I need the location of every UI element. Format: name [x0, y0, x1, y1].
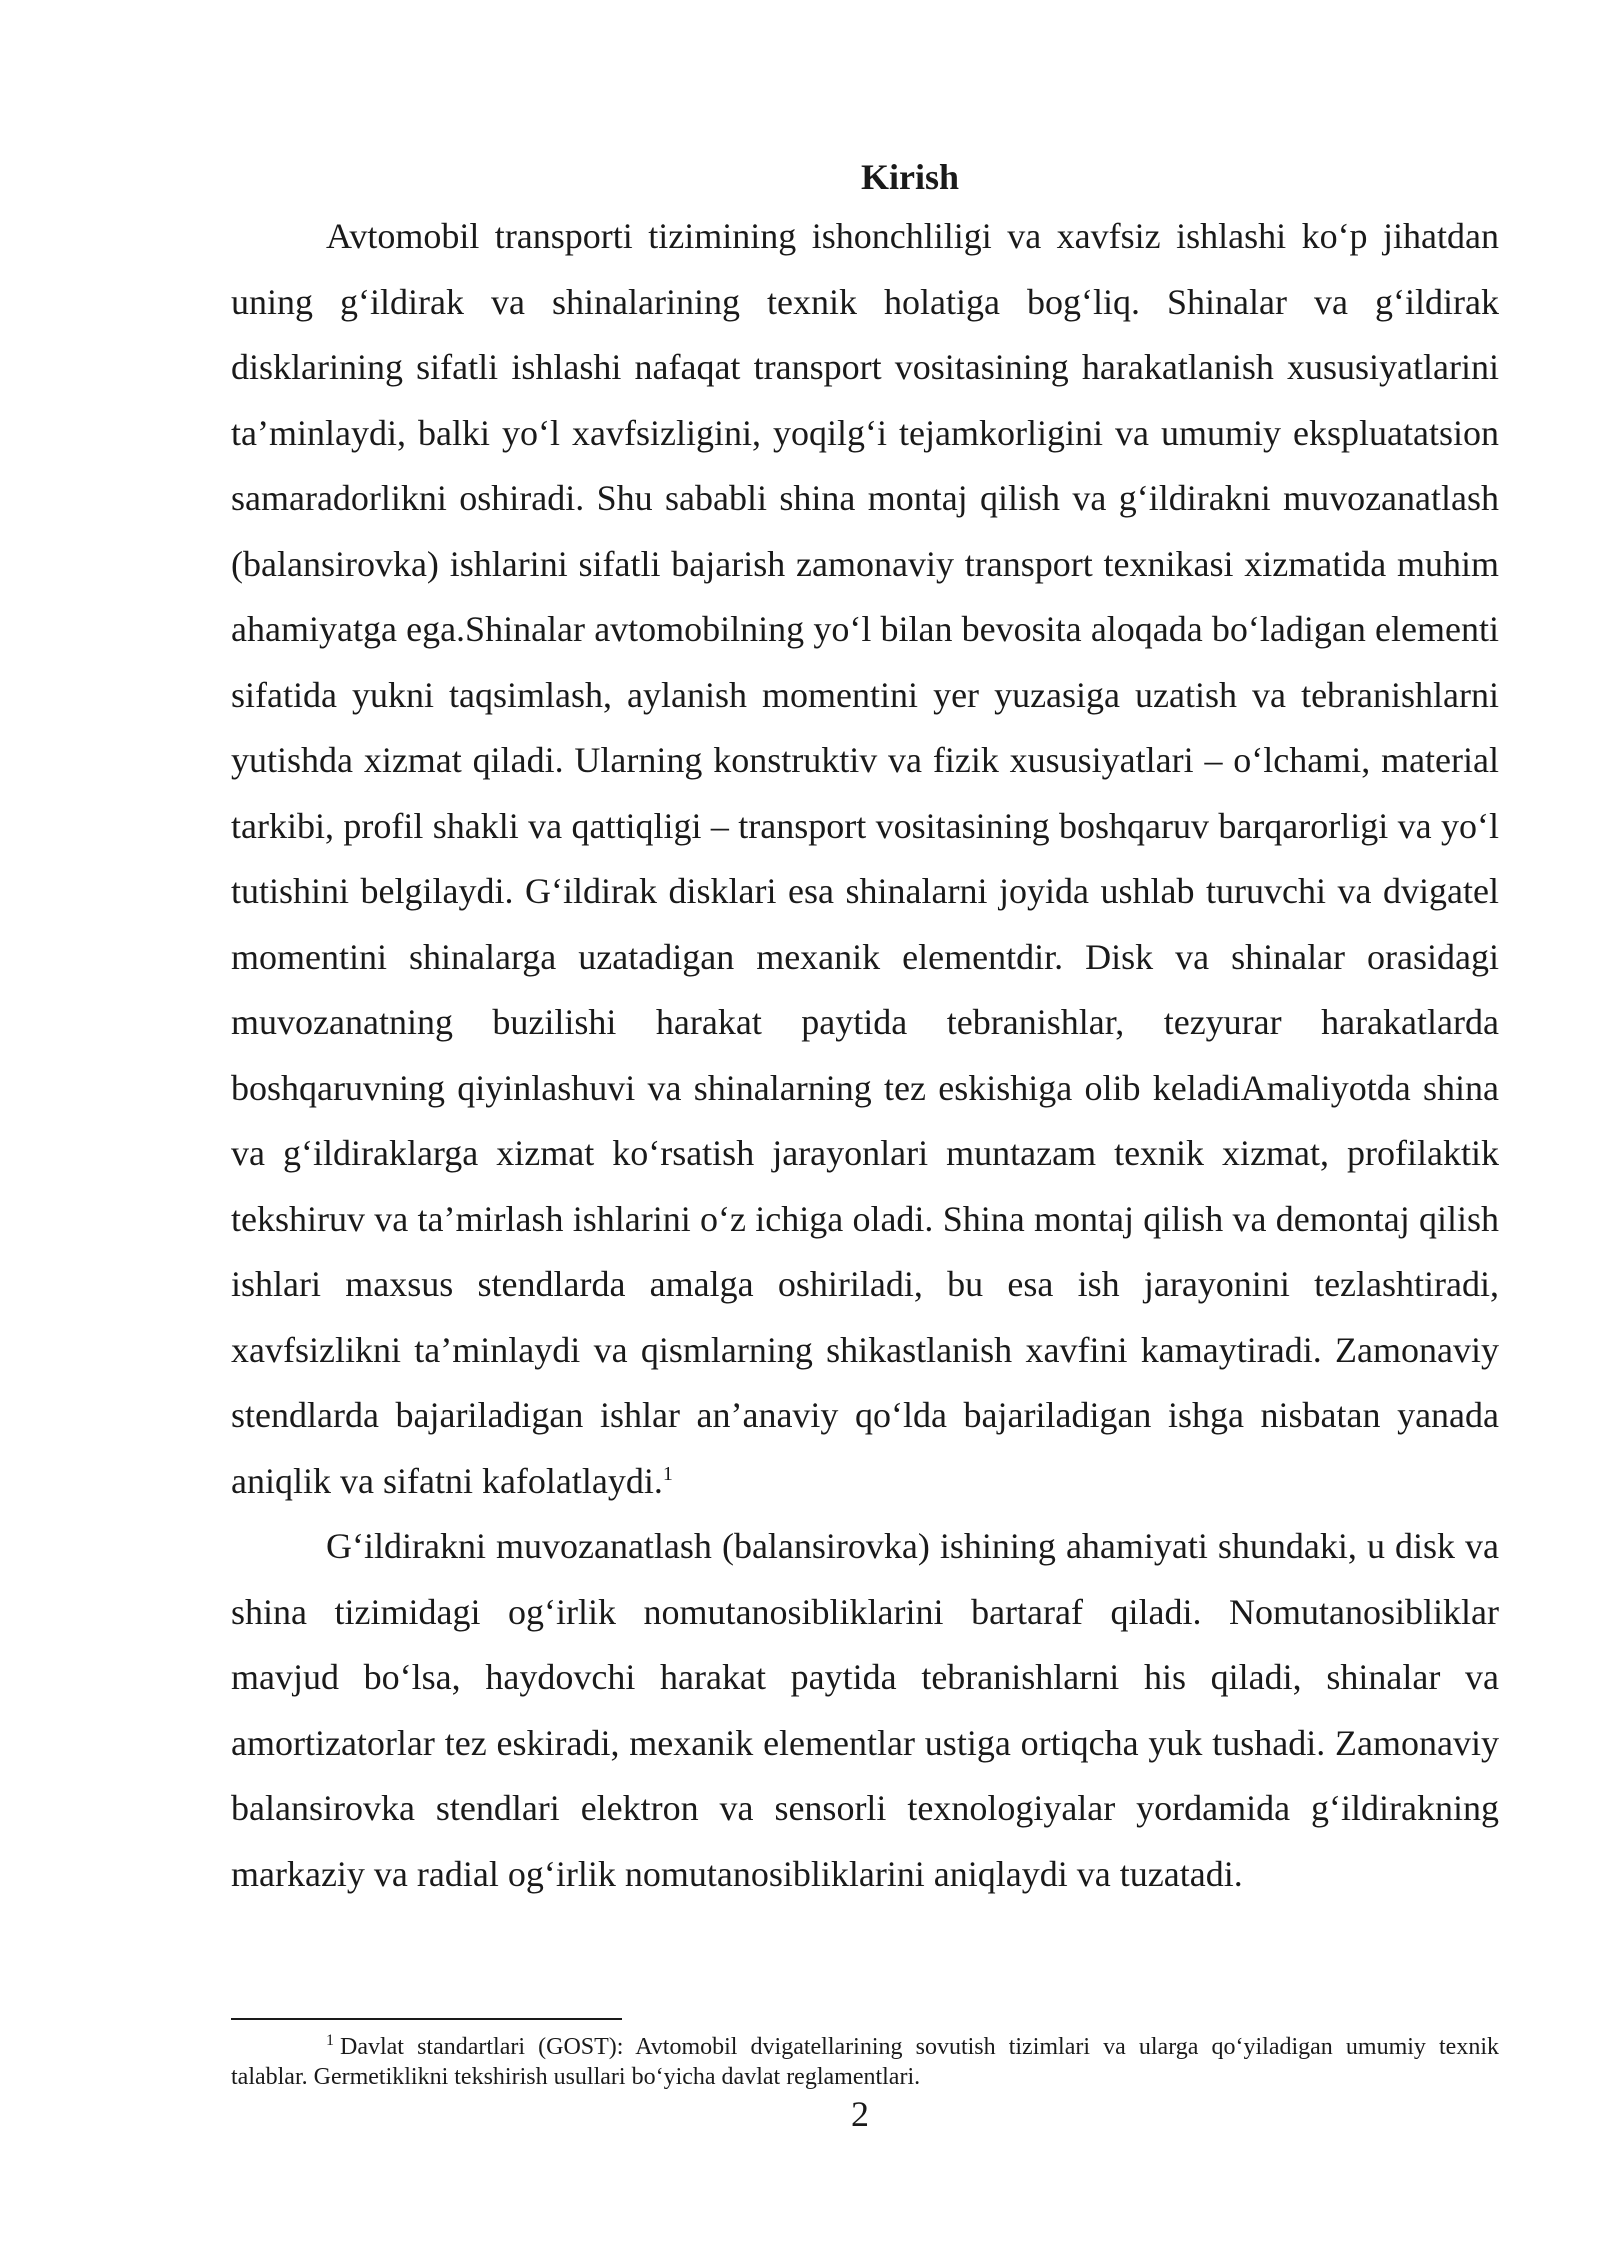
footnote-reference[interactable]: 1	[662, 1462, 673, 1485]
document-title: Kirish	[860, 157, 959, 197]
paragraph-2-text: G‘ildirakni muvozanatlash (balansirovka) ishining ahamiyati shundaki, u disk va shina tizimidagi og‘irlik nomutanosibliklarini bartaraf qiladi. Nomutanosibliklar mavjud bo‘lsa, haydovchi harakat paytida tebranishlarni his qiladi, shinalar va amortizatorlar tez eskiradi, mexanik elementlar ustiga ortiqcha yuk tushadi. Zamonaviy balansirovka stendlari elektron va sensorli texnologiyalar yordamida g‘ildirakning markaziy va radial og‘irlik nomutanosibliklarini aniqlaydi va tuzatadi.	[231, 1526, 1499, 1894]
page-number: 2	[851, 2094, 869, 2134]
footnote-text: Davlat standartlari (GOST): Avtomobil dvigatellarining sovutish tizimlari va ularga qo‘yiladigan umumiy texnik talablar. Germetiklikni tekshirish usullari bo‘yicha davlat reglamentlari.	[231, 2034, 1499, 2090]
paragraph-1	[231, 204, 1499, 1514]
paragraph-2	[231, 1514, 1499, 1907]
footnote	[231, 2032, 1499, 2092]
footnote-mark: 1	[326, 2032, 334, 2049]
footnote-divider	[231, 2018, 622, 2020]
page-body	[231, 150, 1499, 1907]
paragraph-1-text: Avtomobil transporti tizimining ishonchliligi va xavfsiz ishlashi ko‘p jihatdan uning g‘ildirak va shinalarining texnik holatiga bog‘liq. Shinalar va g‘ildirak disklarining sifatli ishlashi nafaqat transport vositasining harakatlanish xususiyatlarini ta’minlaydi, balki yo‘l xavfsizligini, yoqilg‘i tejamkorligini va umumiy ekspluatatsion samaradorlikni oshiradi. Shu sababli shina montaj qilish va g‘ildirakni muvozanatlash (balansirovka) ishlarini sifatli bajarish zamonaviy transport texnikasi xizmatida muhim ahamiyatga ega.Shinalar avtomobilning yo‘l bilan bevosita aloqada bo‘ladigan elementi sifatida yukni taqsimlash, aylanish momentini yer yuzasiga uzatish va tebranishlarni yutishda xizmat qiladi. Ularning konstruktiv va fizik xususiyatlari – o‘lchami, material tarkibi, profil shakli va qattiqligi – transport vositasining boshqaruv barqarorligi va yo‘l tutishini belgilaydi. G‘ildirak disklari esa shinalarni joyida ushlab turuvchi va dvigatel momentini shinalarga uzatadigan mexanik elementdir. Disk va shinalar orasidagi muvozanatning buzilishi harakat paytida tebranishlar, tezyurar harakatlarda boshqaruvning qiyinlashuvi va shinalarning tez eskishiga olib keladiAmaliyotda shina va g‘ildiraklarga xizmat ko‘rsatish jarayonlari muntazam texnik xizmat, profilaktik tekshiruv va ta’mirlash ishlarini o‘z ichiga oladi. Shina montaj qilish va demontaj qilish ishlari maxsus stendlarda amalga oshiriladi, bu esa ish jarayonini tezlashtiradi, xavfsizlikni ta’minlaydi va qismlarning shikastlanish xavfini kamaytiradi. Zamonaviy stendlarda bajariladigan ishlar an’anaviy qo‘lda bajariladigan ishga nisbatan yanada aniqlik va sifatni kafolatlaydi.	[231, 216, 1499, 1501]
